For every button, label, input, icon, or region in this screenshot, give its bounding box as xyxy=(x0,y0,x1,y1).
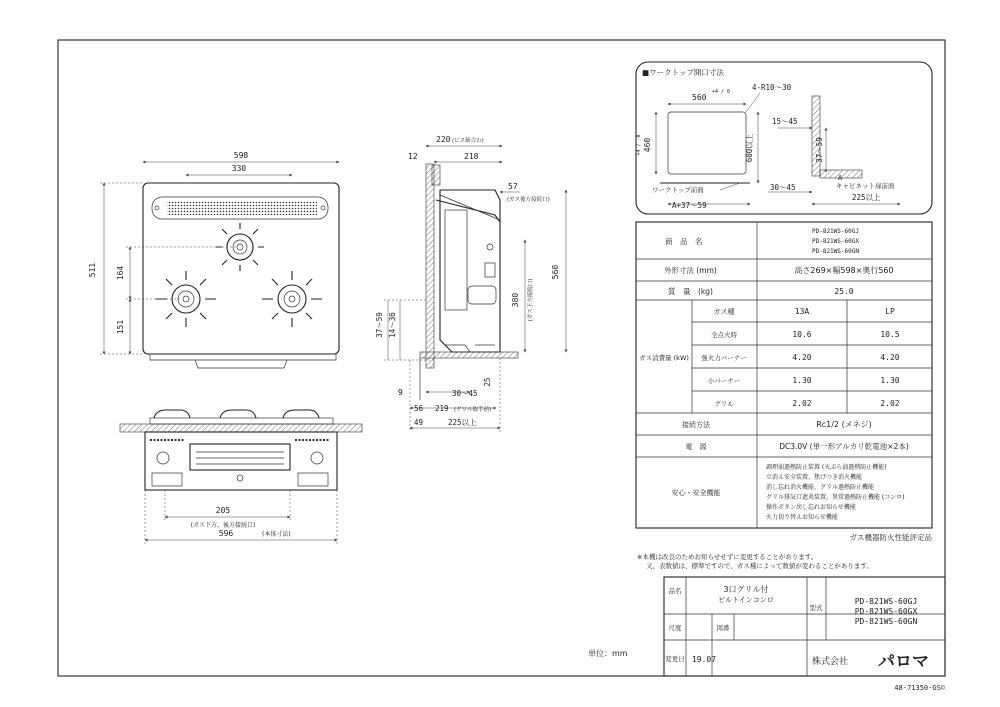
dim-151-label: 151 xyxy=(116,319,125,335)
note-line-2: 又、表数値は、標準ですので、ガス種によって数値が変わることがあります。 xyxy=(646,562,873,570)
front-edge xyxy=(150,354,336,360)
dim-330-label: 330 xyxy=(231,164,247,173)
gas-header-type: ガス種 xyxy=(713,308,735,316)
side-floor xyxy=(420,352,518,358)
cutout-d2: 37〜59 xyxy=(815,137,824,163)
dim-164-label: 164 xyxy=(116,265,125,281)
doc-number: 48-71350-GS© xyxy=(894,684,945,692)
gas-row-label: グリル xyxy=(714,400,734,408)
gas-row-13a: 1.30 xyxy=(792,376,812,385)
dim-205-note: (ガス下方、後方接続口) xyxy=(190,522,256,529)
gas-row-lp: 10.5 xyxy=(880,330,900,339)
side-view xyxy=(375,135,566,432)
tb-model-3: PD-821WS-60GN xyxy=(854,617,918,626)
cutout-h: 460 xyxy=(643,137,652,153)
side-wall-front xyxy=(426,164,434,368)
dim-560-label: 560 xyxy=(551,264,560,280)
grill-handle-top xyxy=(195,360,287,368)
tb-scale-label: 尺度 xyxy=(668,624,682,632)
safety-line: 調理油過熱防止装置 (天ぷら油過熱防止機能) xyxy=(766,464,887,471)
vent-screw-left xyxy=(155,206,159,210)
spec-name-1: PD-821WS-60GJ xyxy=(812,228,859,235)
spec-mass-value: 25.0 xyxy=(834,287,854,296)
dim-219-note: (グリル取手前) xyxy=(454,407,492,413)
gas-header-13a: 13A xyxy=(794,307,810,316)
front-worktop xyxy=(120,424,362,432)
cutout-w: 560 xyxy=(692,93,707,102)
dim-598-label: 598 xyxy=(233,151,249,160)
power-label: 電 源 xyxy=(685,443,707,451)
dim-380-label: 380 xyxy=(511,292,520,308)
gas-row-lp: 2.02 xyxy=(880,399,900,408)
power-value: DC3.0V (単一形アルカリ乾電池×2本) xyxy=(779,442,909,451)
dim-225-label: 225以上 xyxy=(448,418,477,427)
cutout-a: A xyxy=(838,174,843,182)
cutout-d3: 30〜45 xyxy=(770,183,796,192)
cutout-h-tol: +4 / -0 xyxy=(636,134,642,156)
front-body xyxy=(145,432,337,490)
cut-side-wall xyxy=(812,96,820,176)
dim-218-label: 218 xyxy=(464,152,479,161)
cutout-detail xyxy=(636,62,932,214)
dim-57-note: (ガス後方接続口) xyxy=(507,197,550,203)
cutout-radius: 4-R10〜30 xyxy=(752,83,792,92)
cert-text: ガス機器防火性能評定品 xyxy=(849,533,932,542)
cutout-front-dim: A+37〜59 xyxy=(672,201,707,210)
gas-group-label: ガス消費量 (kW) xyxy=(639,354,689,362)
tb-name-line1: 3口グリル付 xyxy=(723,585,769,594)
tb-date-label: 変更日 xyxy=(665,655,685,663)
tb-model-2: PD-821WS-60GX xyxy=(854,607,918,616)
dim-56-label: 56 xyxy=(414,404,424,413)
gas-row-13a: 10.6 xyxy=(792,330,812,339)
tb-model-label: 型式 xyxy=(809,604,823,612)
dim-205-label: 205 xyxy=(215,506,231,515)
knob-right xyxy=(311,452,323,464)
dim-30-45-label: 30〜45 xyxy=(452,389,478,398)
safety-line: グリル排気口遮炎装置、異常過熱防止機能 (コンロ) xyxy=(766,494,905,501)
gas-row-label: 強火力バーナー xyxy=(701,354,747,362)
note-line-1: ※本機は改良のためお知らせせずに変更することがあります。 xyxy=(637,553,818,561)
dim-49-label: 49 xyxy=(414,418,424,427)
tb-company: 株式会社 xyxy=(812,657,849,667)
safety-line: 立消え安全装置、焦げつき消火機能 xyxy=(766,474,863,481)
spec-size-value: 高さ269×幅598×奥行560 xyxy=(794,266,894,275)
dim-220-label: 220 xyxy=(436,135,451,144)
dim-25-label: 25 xyxy=(483,377,492,387)
gas-row-13a: 4.20 xyxy=(792,353,812,362)
safety-line: 操作ボタン戻し忘れお知らせ機能 xyxy=(766,504,856,511)
gas-row-13a: 2.02 xyxy=(792,399,812,408)
dim-57-label: 57 xyxy=(508,182,518,191)
front-grates xyxy=(154,410,319,418)
dim-511-label: 511 xyxy=(88,262,97,278)
tb-drawing-label: 図番 xyxy=(716,624,730,632)
gas-row-lp: 1.30 xyxy=(880,376,900,385)
cutout-d4: 225以上 xyxy=(852,193,881,202)
front-view xyxy=(120,410,362,545)
dim-219-label: 219 xyxy=(435,404,449,413)
cutout-rect xyxy=(668,112,746,174)
spec-size-label: 外形寸法 (mm) xyxy=(664,266,717,275)
tb-name-line2: ビルトインコンロ xyxy=(718,596,774,604)
knob-left xyxy=(157,452,169,464)
spec-name-2: PD-821WS-60GX xyxy=(812,238,859,245)
dim-37-59-label: 37〜59 xyxy=(375,312,384,338)
tb-date-value: 19.07 xyxy=(691,655,717,664)
spec-mass-label: 質 量 (kg) xyxy=(668,287,713,296)
dim-9-label: 9 xyxy=(398,388,403,397)
top-view xyxy=(88,151,339,368)
safety-label: 安心・安全機能 xyxy=(671,489,721,497)
burner-left xyxy=(156,271,216,327)
cutout-title: ■ワークトップ開口寸法 xyxy=(642,68,724,77)
dim-220-note: (ビス締合わ) xyxy=(452,138,484,144)
cutout-depth: 600以上 xyxy=(745,133,754,163)
vent-mesh xyxy=(167,201,317,215)
dim-596-label: 596 xyxy=(218,529,234,538)
dim-12-label: 12 xyxy=(408,152,418,161)
spec-name-3: PD-821WS-60GN xyxy=(812,248,859,255)
dim-14-36-label: 14〜36 xyxy=(388,312,397,338)
gas-row-lp: 4.20 xyxy=(880,353,900,362)
tb-brand-logo: パロマ xyxy=(878,652,929,672)
grill-door xyxy=(190,444,290,470)
dim-380-note: (ガス下方接続口) xyxy=(528,278,534,322)
cutout-cab-label: キャビネット扉前面 xyxy=(836,182,895,190)
cutout-front-label: ワークトップ前面 xyxy=(652,186,704,194)
vent-screw-right xyxy=(321,206,325,210)
front-top-plate xyxy=(150,418,333,424)
safety-line: 消し忘れ消火機能、グリル過熱防止機能 xyxy=(766,484,875,491)
dim-596-note: (本体寸法) xyxy=(262,531,291,538)
gas-header-lp: LP xyxy=(885,307,895,316)
conn-value: Rc1/2 (メネジ) xyxy=(816,420,872,429)
tb-model-1: PD-821WS-60GJ xyxy=(854,597,918,606)
cutout-d1: 15〜45 xyxy=(772,117,798,126)
conn-label: 接続方法 xyxy=(682,421,710,429)
unit-label: 単位：mm xyxy=(588,649,628,658)
burner-right xyxy=(262,271,322,327)
safety-line: 火力切り替えお知らせ機能 xyxy=(766,514,838,521)
cutout-w-tol: +4 / 0 xyxy=(712,89,731,95)
tb-name-label: 品名 xyxy=(668,587,682,595)
gas-row-label: 小バーナー xyxy=(707,377,741,385)
gas-row-label: 全点火時 xyxy=(711,331,737,339)
spec-name-label: 商 品 名 xyxy=(665,237,703,246)
